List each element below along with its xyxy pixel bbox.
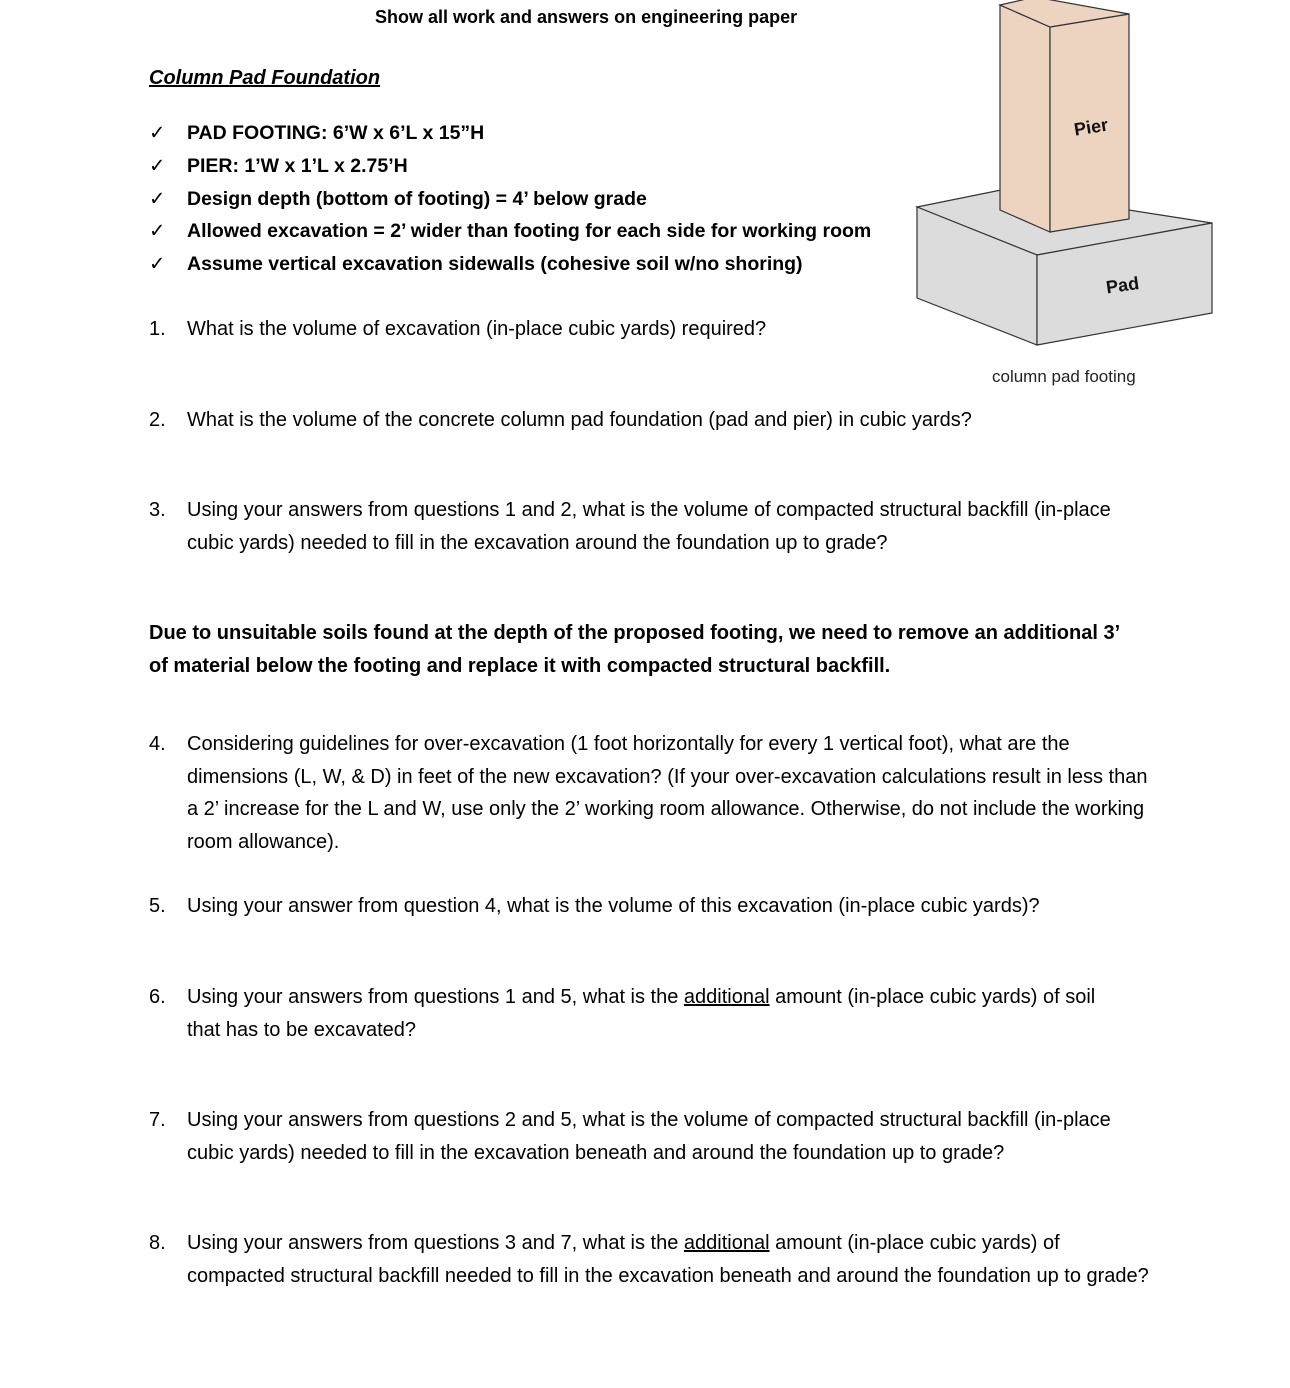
page-header: Show all work and answers on engineering paper	[375, 7, 798, 27]
column-pad-diagram	[910, 0, 1220, 350]
section-title: Column Pad Foundation	[149, 67, 381, 89]
question-number: 4.	[149, 733, 166, 755]
question-number: 1.	[149, 318, 166, 340]
question-item	[149, 981, 1129, 1046]
question-item	[149, 728, 1149, 858]
question-item	[149, 494, 1139, 559]
check-icon: ✓	[149, 155, 166, 177]
question-text: What is the volume of excavation (in-place cubic yards) required?	[187, 318, 767, 340]
question-text	[187, 1227, 1149, 1292]
check-icon: ✓	[149, 220, 166, 242]
question-item	[149, 1104, 1139, 1169]
question-item	[149, 1227, 1149, 1292]
question-text-post: amount (in-place cubic yards) of compacted structural backfill needed to fill in the excavation beneath and around the foundation up to grade?	[187, 1232, 1149, 1287]
spec-text: PIER: 1’W x 1’L x 2.75’H	[187, 155, 408, 177]
question-text-post: amount (in-place cubic yards) of soil that has to be excavated?	[187, 986, 1096, 1041]
diagram-caption: column pad footing	[992, 367, 1136, 386]
question-item	[149, 890, 1149, 923]
underlined-word: additional	[683, 986, 770, 1008]
check-icon: ✓	[149, 122, 166, 144]
pier-left-face	[1000, 5, 1050, 232]
question-number: 3.	[149, 499, 166, 521]
question-text: Using your answers from questions 1 and 2, what is the volume of compacted structural backfill (in-place cubic yards) needed to fill in the excavation around the foundation up to grade?	[187, 499, 1111, 554]
question-number: 5.	[149, 895, 166, 917]
question-text	[187, 981, 1129, 1046]
spec-item	[149, 121, 484, 145]
question-number: 7.	[149, 1109, 166, 1131]
underlined-word: additional	[683, 1232, 770, 1254]
pier-label: Pier	[1072, 114, 1110, 140]
check-icon: ✓	[149, 188, 166, 210]
question-text-pre: Using your answers from questions 3 and 7, what is the	[187, 1232, 684, 1254]
question-text: Using your answer from question 4, what is the volume of this excavation (in-place cubic yards)?	[187, 895, 1040, 917]
spec-text: PAD FOOTING: 6’W x 6’L x 15”H	[187, 122, 485, 144]
spec-item	[149, 187, 647, 211]
question-number: 8.	[149, 1232, 166, 1254]
question-text: Considering guidelines for over-excavation (1 foot horizontally for every 1 vertical foot), what are the dimensions (L, W, & D) in feet of the new excavation? (If your over-excavation calculations result in less than a 2’ increase for the L and W, use only the 2’ working room allowance. Otherwise, do not include the working room allowance).	[187, 733, 1148, 853]
pad-label: Pad	[1104, 273, 1141, 298]
question-number: 6.	[149, 986, 166, 1008]
question-number: 2.	[149, 409, 166, 431]
spec-item	[149, 219, 871, 243]
spec-text: Assume vertical excavation sidewalls (cohesive soil w/no shoring)	[187, 253, 803, 275]
spec-text: Allowed excavation = 2’ wider than footing for each side for working room	[187, 220, 872, 242]
question-item	[149, 404, 1149, 437]
question-text: Using your answers from questions 2 and 5, what is the volume of compacted structural backfill (in-place cubic yards) needed to fill in the excavation beneath and around the foundation up to grade?	[187, 1109, 1111, 1164]
notice-paragraph: Due to unsuitable soils found at the depth of the proposed footing, we need to remove an additional 3’ of material below the footing and replace it with compacted structural backfill.	[149, 622, 1120, 677]
check-icon: ✓	[149, 253, 166, 275]
spec-item	[149, 154, 408, 178]
question-text-pre: Using your answers from questions 1 and 5, what is the	[187, 986, 684, 1008]
spec-text: Design depth (bottom of footing) = 4’ below grade	[187, 188, 647, 210]
spec-item	[149, 252, 803, 276]
question-text: What is the volume of the concrete column pad foundation (pad and pier) in cubic yards?	[187, 409, 972, 431]
question-item	[149, 313, 1149, 346]
